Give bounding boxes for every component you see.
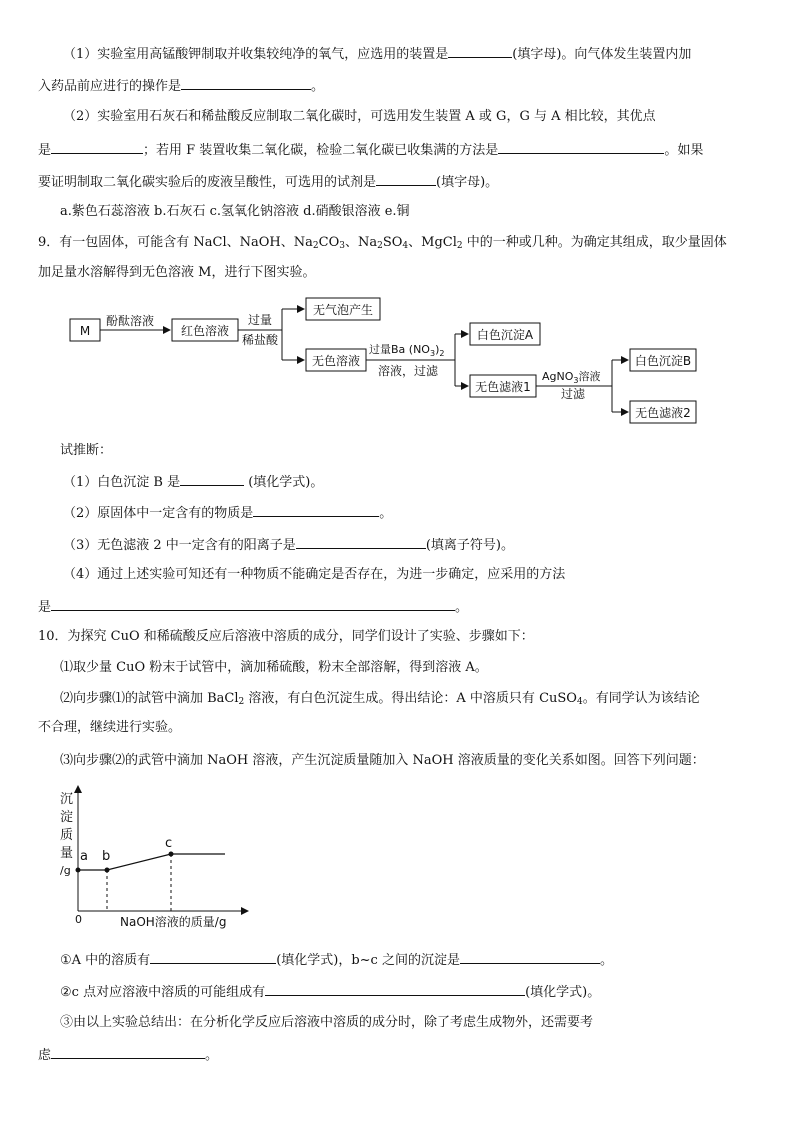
label-no-gas: 无气泡产生 [312,303,374,317]
label-m: M [79,324,91,338]
precipitate-mass-graph [40,783,270,933]
q8-part2-text-f: (填字母)。 [436,175,499,190]
subscript: 4 [576,697,583,707]
q8-part2-text-e: 要证明制取二氧化碳实验后的废液呈酸性，可选用的试剂是 [38,175,377,190]
point-label-c: c [165,836,173,851]
q8-part1-line2 [38,76,324,96]
q9-intro-line1 [38,234,727,252]
answer-blank[interactable] [51,140,143,154]
label-colorless-solution: 无色溶液 [311,354,361,368]
answer-blank[interactable] [460,950,600,964]
q8-part2-text-c: ；若用 F 装置收集二氧化碳，检验二氧化碳已收集满的方法是 [143,143,499,158]
q9-text: SO [382,235,403,250]
q8-options: a.紫色石蕊溶液 b.石灰石 c.氢氧化钠溶液 d.硝酸银溶液 e.铜 [60,204,410,219]
q9-sub4-text-b: 是 [38,600,52,615]
y-axis-label: 淀 [60,810,74,825]
q9-sub2-text: （2）原固体中一定含有的物质是 [63,506,254,521]
q10-answer2 [60,982,600,1002]
q10-answer3-text-b: 虑 [38,1048,52,1063]
q8-part2-text-b: 是 [38,143,52,158]
reagent-excess: 过量 [247,313,273,327]
label-red-solution: 红色溶液 [180,324,230,338]
answer-blank[interactable] [51,597,455,611]
q8-part1-text-b: (填字母)。向气体发生装置内加 [512,47,692,62]
subscript: 3 [339,241,345,251]
q10-answer1 [60,950,613,970]
answer-blank[interactable] [376,172,436,186]
subscript: 2 [312,241,319,251]
reagent-agno3: AgNO$_3$溶液 [542,370,601,385]
answer-blank[interactable] [448,44,512,58]
reagent-ba-filter: 溶液，过滤 [377,364,439,378]
q9-sub1 [63,472,323,492]
point-label-a: a [80,849,88,864]
q8-part2-text-d: 。如果 [664,143,704,158]
answer-blank[interactable] [265,982,525,996]
q8-part2-text: （2）实验室用石灰石和稀盐酸反应制取二氧化碳时，可选用发生装置 A 或 G，G 与 A 相比较，其优点 [63,109,656,124]
q10-answer3-line2 [38,1045,218,1065]
q8-part1-line1 [63,44,691,64]
q9-sub3-text-b: (填离子符号)。 [425,538,514,553]
period: 。 [455,600,469,615]
point-label-b: b [102,849,111,864]
q10-answer1-text: ①A 中的溶质有 [60,953,151,968]
q10-step2-text: 溶液，有白色沉淀生成。得出结论：A 中溶质只有 CuSO [244,691,577,706]
q9-sub3 [63,535,514,555]
q10-answer3-line1: ③由以上实验总结出：在分析化学反应后溶液中溶质的成分时，除了考虑生成物外，还需要考 [60,1015,594,1030]
q9-text: CO [318,235,340,250]
q9-text: 9．有一包固体，可能含有 NaCl、NaOH、Na [38,235,313,250]
answer-blank[interactable] [253,503,379,517]
q10-intro: 10．为探究 CuO 和稀硫酸反应后溶液中溶质的成分，同学们设计了实验、步骤如下： [38,629,534,644]
y-axis-label: 沉 [60,792,74,807]
answer-blank[interactable] [181,76,311,90]
q9-infer: 试推断： [60,443,113,458]
q10-step3: ⑶向步骤⑵的武管中滴加 NaOH 溶液，产生沉淀质量随加入 NaOH 溶液质量的变化关系如图。回答下列问题： [60,753,705,768]
q9-sub4-line2 [38,597,468,617]
q8-part2-line3 [38,172,498,192]
q9-intro-line2: 加足量水溶解得到无色溶液 M，进行下图实验。 [38,265,316,280]
reagent-dilute-hcl: 稀盐酸 [241,333,279,347]
precipitate-curve [78,854,225,870]
q9-sub4-line1: （4）通过上述实验可知还有一种物质不能确定是否存在，为进一步确定，应采用的方法 [63,567,566,582]
answer-blank[interactable] [51,1045,205,1059]
label-white-precipitate-a: 白色沉淀A [476,328,534,342]
q8-part1-text-c: 入药品前应进行的操作是 [38,79,182,94]
label-filtrate-1: 无色滤液1 [475,380,531,394]
q9-sub2 [63,503,392,523]
reagent-agno3-filter: 过滤 [560,387,586,401]
q8-part1-text: （1）实验室用高锰酸钾制取并收集较纯净的氧气，应选用的装置是 [63,47,449,62]
subscript: 2 [238,697,245,707]
q10-step1: ⑴取少量 CuO 粉末于试管中，滴加稀硫酸，粉末全部溶解，得到溶液 A。 [60,660,488,675]
q9-text: 、MgCl [408,235,457,250]
point-a [76,868,81,873]
period: 。 [311,79,325,94]
q10-answer1-text-b: (填化学式)，b~c 之间的沉淀是 [276,953,460,968]
subscript: 4 [402,241,409,251]
reagent-ba-nitrate: 过量Ba $(NO_3)_2$ [369,343,445,358]
q10-step2-text: 。有同学认为该结论 [582,691,700,706]
answer-blank[interactable] [180,472,244,486]
y-axis-label: 质 [60,828,74,843]
q9-sub1-text-b: (填化学式)。 [244,475,324,490]
label-white-precipitate-b: 白色沉淀B [634,354,692,368]
q9-text: 、Na [344,235,378,250]
answer-blank[interactable] [296,535,426,549]
q10-step2-line2: 不合理，继续进行实验。 [38,720,182,735]
answer-blank[interactable] [498,140,664,154]
q10-answer2-text-b: (填化学式)。 [525,985,601,1000]
experiment-flowchart [60,295,710,430]
q9-sub1-text: （1）白色沉淀 B 是 [63,475,181,490]
q10-step2-text: ⑵向步骤⑴的試管中滴加 BaCl [60,691,239,706]
q10-step2-line1 [60,690,700,708]
subscript: 2 [377,241,383,251]
q10-answer2-text: ②c 点对应溶液中溶质的可能组成有 [60,985,266,1000]
period: 。 [599,953,613,968]
y-axis-unit: /g [60,864,71,877]
subscript: 2 [456,241,463,251]
y-axis-label: 量 [60,846,74,861]
label-filtrate-2: 无色滤液2 [635,406,691,420]
answer-blank[interactable] [150,950,276,964]
q8-part2-line1 [63,108,656,126]
reagent-phenolphthalein: 酚酞溶液 [105,314,155,328]
q9-sub3-text: （3）无色滤液 2 中一定含有的阳离子是 [63,538,296,553]
period: 。 [205,1048,219,1063]
point-c [169,852,174,857]
q9-text: 中的一种或几种。为确定其组成，取少量固体 [462,235,727,250]
q8-part2-line2 [38,140,703,160]
point-b [105,868,110,873]
x-axis-label: NaOH溶液的质量/g [120,915,227,929]
origin-label: 0 [75,913,82,926]
period: 。 [379,506,393,521]
